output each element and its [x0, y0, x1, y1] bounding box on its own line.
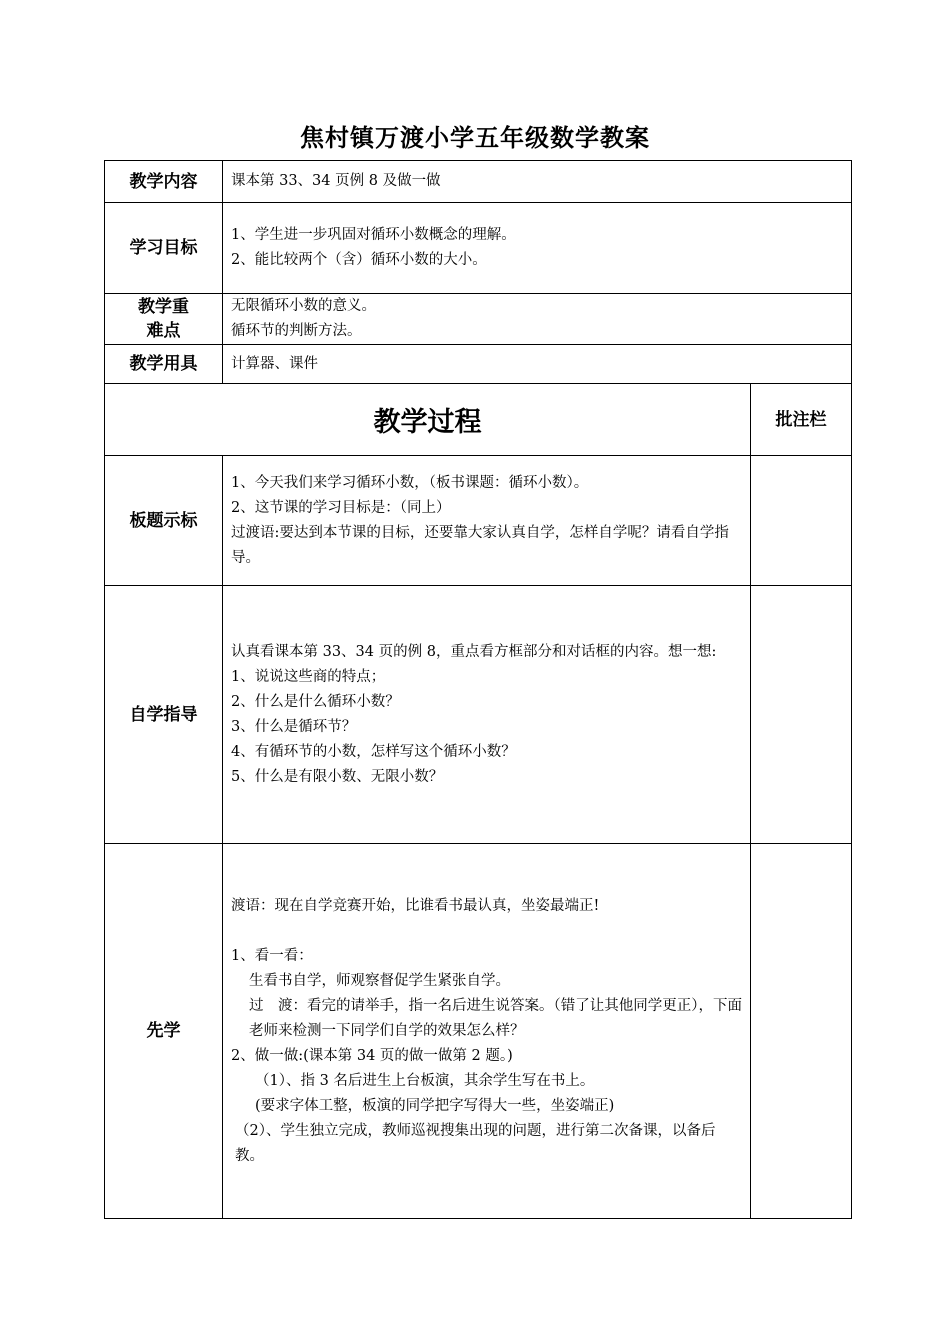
value-content: 课本第 33、34 页例 8 及做一做: [223, 161, 852, 203]
row-key-points: [105, 294, 852, 345]
key-point-line: 无限循环小数的意义。: [231, 298, 376, 314]
value-key-points: [223, 294, 852, 345]
label-content: 教学内容: [105, 161, 223, 203]
first-line: 2、做一做:(课本第 34 页的做一做第 2 题。): [231, 1047, 513, 1064]
row-guide: [105, 586, 852, 844]
notes-header: 批注栏: [751, 384, 852, 456]
first-line: 渡语：现在自学竞赛开始，比谁看书最认真，坐姿最端正!: [231, 897, 600, 914]
first-line: (要求字体工整，板演的同学把字写得大一些，坐姿端正): [255, 1097, 615, 1114]
label-first: 先学: [105, 844, 223, 1219]
first-line: （2）、学生独立完成，教师巡视搜集出现的问题，进行第二次备课，以备后教。: [235, 1122, 716, 1164]
guide-line: 5、什么是有限小数、无限小数？: [231, 768, 444, 785]
row-first: [105, 844, 852, 1219]
first-line: 生看书自学，师观察督促学生紧张自学。: [249, 972, 510, 989]
row-goals: [105, 203, 852, 294]
goal-line: 2、能比较两个（含）循环小数的大小。: [231, 252, 487, 268]
guide-line: 2、什么是什么循环小数？: [231, 693, 400, 710]
row-process-header: [105, 384, 852, 456]
first-line: （1）、指 3 名后进生上台板演，其余学生写在书上。: [255, 1072, 595, 1089]
notes-guide: [751, 586, 852, 844]
value-goals: [223, 203, 852, 294]
lesson-plan-table: [104, 160, 852, 1219]
first-line: 1、看一看：: [231, 947, 313, 964]
value-board: [223, 456, 751, 586]
guide-line: 3、什么是循环节？: [231, 718, 357, 735]
row-content: [105, 161, 852, 203]
board-line: 1、今天我们来学习循环小数，（板书课题：循环小数）。: [231, 474, 589, 491]
board-line: 过渡语:要达到本节课的目标，还要靠大家认真自学，怎样自学呢？请看自学指导。: [231, 524, 729, 566]
label-tools: 教学用具: [105, 345, 223, 384]
notes-board: [751, 456, 852, 586]
value-guide: [223, 586, 751, 844]
value-tools: 计算器、课件: [223, 345, 852, 384]
goal-line: 1、学生进一步巩固对循环小数概念的理解。: [231, 227, 516, 243]
row-board: [105, 456, 852, 586]
label-key-points-line: 难点: [146, 321, 181, 341]
label-goals: 学习目标: [105, 203, 223, 294]
label-guide: 自学指导: [105, 586, 223, 844]
page-title: 焦村镇万渡小学五年级数学教案: [300, 124, 650, 152]
notes-first: [751, 844, 852, 1219]
process-title: 教学过程: [105, 384, 751, 456]
value-first: [223, 844, 751, 1219]
label-board: 板题示标: [105, 456, 223, 586]
row-tools: [105, 345, 852, 384]
label-key-points-line: 教学重: [138, 297, 189, 317]
key-point-line: 循环节的判断方法。: [231, 323, 362, 339]
guide-line: 1、说说这些商的特点；: [231, 668, 386, 685]
guide-line: 4、有循环节的小数，怎样写这个循环小数？: [231, 743, 516, 760]
board-line: 2、这节课的学习目标是：（同上）: [231, 499, 451, 516]
first-line: 过 渡：看完的请举手，指一名后进生说答案。（错了让其他同学更正），下面老师来检测一下同学们自学的效果怎么样？: [249, 997, 742, 1039]
label-key-points: [105, 294, 223, 345]
guide-line: 认真看课本第 33、34 页的例 8，重点看方框部分和对话框的内容。想一想:: [231, 643, 717, 660]
